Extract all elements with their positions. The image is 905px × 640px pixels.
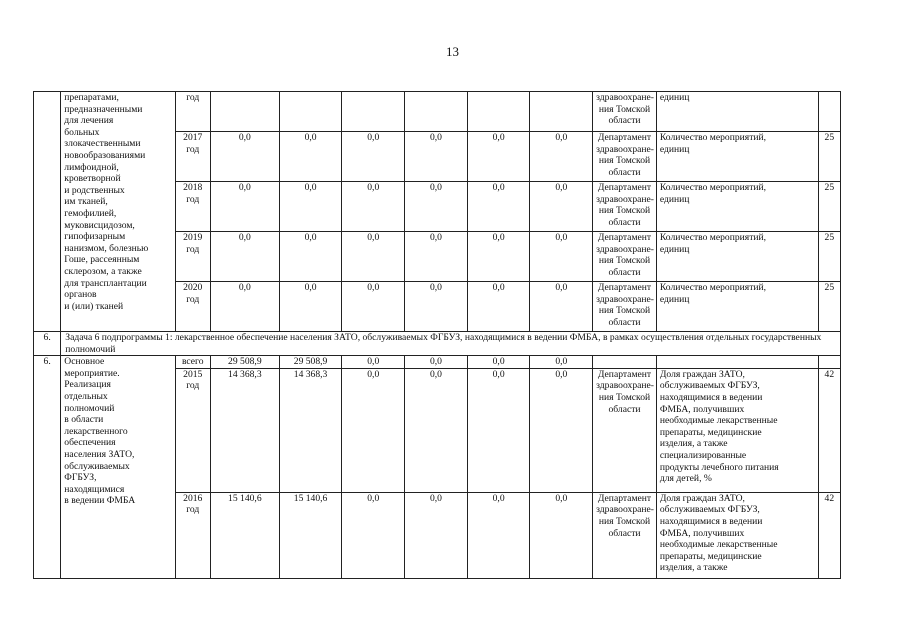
department-cell: здравоохране- ния Томской области — [593, 92, 657, 132]
name-line: Основное — [64, 356, 105, 368]
value-cell: 0,0 — [467, 232, 530, 282]
year-cell: 2020 год — [175, 282, 210, 332]
value-cell: 14 368,3 — [279, 368, 342, 492]
indicator-value-cell: 25 — [818, 282, 840, 332]
value-cell: 0,0 — [279, 132, 342, 182]
name-line: кроветворной — [64, 173, 121, 185]
task-row — [34, 332, 841, 356]
indicator-value-cell: 25 — [818, 132, 840, 182]
value-cell: 0,0 — [530, 356, 593, 369]
value-cell: 0,0 — [342, 232, 405, 282]
value-cell: 0,0 — [530, 232, 593, 282]
indicator-value-cell: 25 — [818, 182, 840, 232]
value-cell — [279, 92, 342, 132]
value-cell: 0,0 — [342, 356, 405, 369]
name-line: лекарственного — [64, 425, 128, 437]
name-line: и (или) тканей — [64, 300, 124, 312]
empty-cell — [593, 356, 657, 369]
row-number-cell: 6. — [34, 356, 61, 579]
department-cell: Департамент здравоохране- ния Томской области — [593, 132, 657, 182]
program-table — [33, 91, 841, 579]
value-cell — [467, 92, 530, 132]
indicator-cell: Количество мероприятий, единиц — [656, 232, 818, 282]
name-line: гемофилией, — [64, 207, 117, 219]
value-cell: 14 368,3 — [210, 368, 279, 492]
name-line: препаратами, — [64, 92, 119, 103]
name-line: Реализация — [64, 379, 111, 391]
indicator-cell: Доля граждан ЗАТО, обслуживаемых ФГБУЗ, находящимися в ведении ФМБА, получивших необходимые лекарственные препараты, медицинские изделия, а также специализированные продукты лечебного питания для детей, % — [656, 368, 818, 492]
value-cell: 0,0 — [210, 132, 279, 182]
row-name-cell — [61, 92, 175, 332]
name-line: для лечения — [64, 115, 114, 127]
name-line: Гоше, рассеянным — [64, 254, 140, 266]
name-line: муковисцидозом, — [64, 219, 135, 231]
value-cell: 0,0 — [405, 368, 468, 492]
name-line: склерозом, а также — [64, 265, 142, 277]
value-cell: 0,0 — [530, 368, 593, 492]
value-cell: 0,0 — [467, 132, 530, 182]
indicator-cell: Количество мероприятий, единиц — [656, 132, 818, 182]
department-cell: Департамент здравоохране- ния Томской области — [593, 368, 657, 492]
value-cell: 0,0 — [405, 182, 468, 232]
name-line: находящимися — [64, 483, 125, 495]
indicator-value-cell: 25 — [818, 232, 840, 282]
value-cell: 0,0 — [342, 132, 405, 182]
value-cell: 0,0 — [405, 492, 468, 578]
year-cell: 2015 год — [175, 368, 210, 492]
name-line: обеспечения — [64, 437, 116, 449]
name-line: больных — [64, 126, 100, 138]
department-cell: Департамент здравоохране- ния Томской области — [593, 282, 657, 332]
year-cell: год — [175, 92, 210, 132]
value-cell — [405, 92, 468, 132]
indicator-value-cell: 42 — [818, 492, 840, 578]
value-cell: 0,0 — [467, 182, 530, 232]
indicator-cell: Количество мероприятий, единиц — [656, 282, 818, 332]
value-cell: 0,0 — [467, 492, 530, 578]
value-cell: 0,0 — [279, 232, 342, 282]
value-cell: 0,0 — [210, 282, 279, 332]
value-cell — [342, 92, 405, 132]
indicator-cell: Доля граждан ЗАТО, обслуживаемых ФГБУЗ, находящимися в ведении ФМБА, получивших необходимые лекарственные препараты, медицинские изделия, а также — [656, 492, 818, 578]
value-cell: 0,0 — [342, 368, 405, 492]
row-name-cell — [61, 356, 175, 579]
value-cell: 15 140,6 — [210, 492, 279, 578]
value-cell: 0,0 — [405, 356, 468, 369]
name-line: гипофизарным — [64, 231, 126, 243]
value-cell: 0,0 — [405, 282, 468, 332]
name-line: нанизмом, болезнью — [64, 242, 149, 254]
value-cell: 0,0 — [467, 356, 530, 369]
value-cell: 0,0 — [210, 232, 279, 282]
value-cell: 0,0 — [342, 182, 405, 232]
value-cell: 0,0 — [467, 282, 530, 332]
name-line: новообразованиями — [64, 149, 146, 161]
name-line: в области — [64, 414, 104, 426]
indicator-value-cell — [818, 92, 840, 132]
name-line: обслуживаемых — [64, 460, 130, 472]
value-cell: 0,0 — [405, 232, 468, 282]
year-cell: 2016 год — [175, 492, 210, 578]
value-cell: 0,0 — [342, 282, 405, 332]
name-line: органов — [64, 289, 97, 301]
name-line: лимфоидной, — [64, 161, 119, 173]
name-line: мероприятие. — [64, 367, 120, 379]
year-cell: 2017 год — [175, 132, 210, 182]
name-line: предназначенными — [64, 103, 143, 115]
department-cell: Департамент здравоохране- ния Томской области — [593, 182, 657, 232]
year-cell: всего — [175, 356, 210, 369]
value-cell — [210, 92, 279, 132]
indicator-cell: Количество мероприятий, единиц — [656, 182, 818, 232]
name-line: полномочий — [64, 402, 115, 414]
year-cell: 2019 год — [175, 232, 210, 282]
task-number-cell: 6. — [34, 332, 61, 356]
empty-cell — [818, 356, 840, 369]
name-line: в ведении ФМБА — [64, 495, 136, 507]
value-cell — [530, 92, 593, 132]
value-cell: 0,0 — [342, 492, 405, 578]
row-number-cell — [34, 92, 61, 332]
name-line: населения ЗАТО, — [64, 448, 135, 460]
year-cell: 2018 год — [175, 182, 210, 232]
value-cell: 15 140,6 — [279, 492, 342, 578]
indicator-cell: единиц — [656, 92, 818, 132]
value-cell: 0,0 — [210, 182, 279, 232]
page-number: 13 — [446, 44, 459, 59]
department-cell: Департамент здравоохране- ния Томской области — [593, 232, 657, 282]
indicator-value-cell: 42 — [818, 368, 840, 492]
name-line: злокачественными — [64, 138, 141, 150]
department-cell: Департамент здравоохране- ния Томской области — [593, 492, 657, 578]
value-cell: 0,0 — [405, 132, 468, 182]
table-row — [34, 92, 841, 132]
task-text-cell: Задача 6 подпрограммы 1: лекарственное обеспечение населения ЗАТО, обслуживаемых ФГБУЗ, находящимися в ведении ФМБА, в рамках осуществления отдельных государственных полномочий — [61, 332, 841, 356]
value-cell: 0,0 — [530, 182, 593, 232]
value-cell: 0,0 — [279, 182, 342, 232]
name-line: для трансплантации — [64, 277, 147, 289]
table-row — [34, 356, 841, 369]
value-cell: 0,0 — [279, 282, 342, 332]
name-line: отдельных — [64, 390, 108, 402]
value-cell: 0,0 — [530, 282, 593, 332]
name-line: ФГБУЗ, — [64, 472, 97, 484]
value-cell: 0,0 — [530, 132, 593, 182]
value-cell: 29 508,9 — [210, 356, 279, 369]
value-cell: 29 508,9 — [279, 356, 342, 369]
value-cell: 0,0 — [530, 492, 593, 578]
value-cell: 0,0 — [467, 368, 530, 492]
empty-cell — [656, 356, 818, 369]
name-line: им тканей, — [64, 196, 108, 208]
name-line: и родственных — [64, 184, 125, 196]
